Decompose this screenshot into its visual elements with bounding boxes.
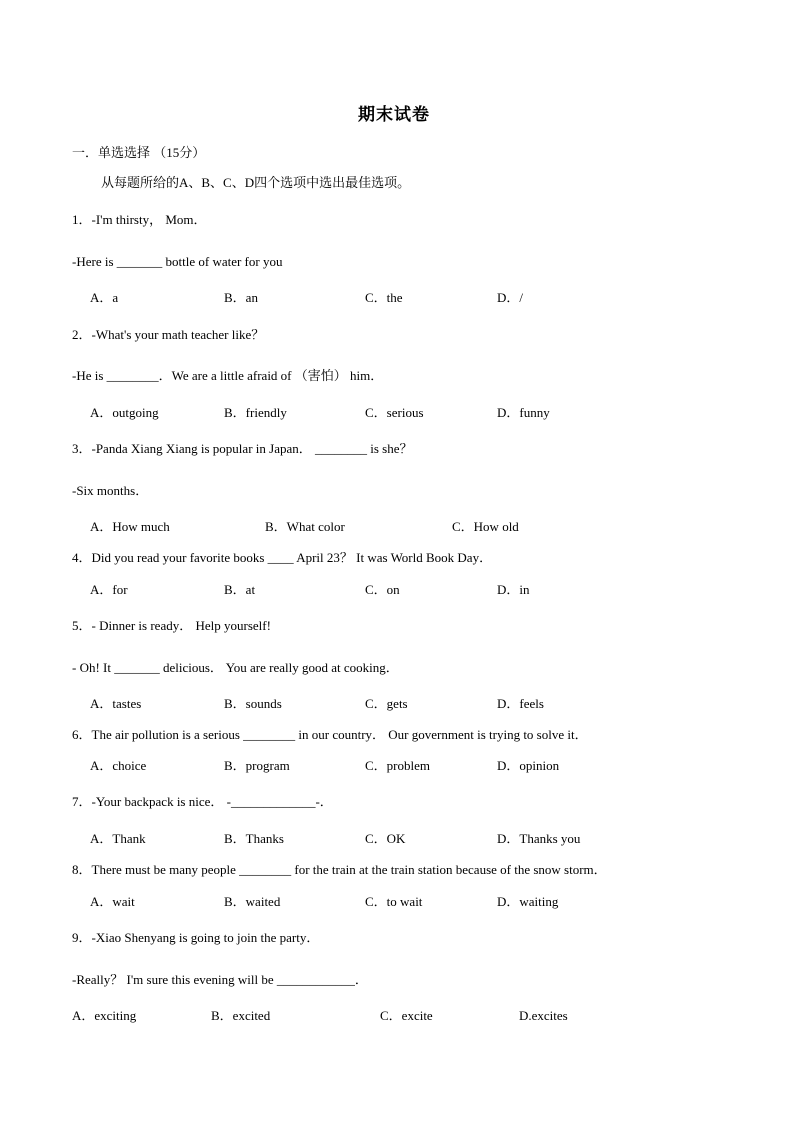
page-title: 期末试卷 bbox=[358, 105, 430, 124]
section-instruction: 从每题所给的A、B、C、D四个选项中选出最佳选项。 bbox=[101, 175, 411, 190]
question-5-option-d[interactable]: D．feels bbox=[497, 696, 544, 711]
question-6-option-c[interactable]: C．problem bbox=[365, 758, 430, 773]
question-5-line-2: - Oh! It _______ delicious． You are really good at cooking． bbox=[72, 660, 399, 675]
question-9-option-a[interactable]: A．exciting bbox=[72, 1008, 137, 1023]
question-6-stem: 6．The air pollution is a serious ________ in our country． Our government is trying to solve it． bbox=[72, 727, 588, 742]
question-1-option-d[interactable]: D．/ bbox=[497, 290, 524, 305]
question-1-stem: 1．-I'm thirsty， Mom． bbox=[72, 212, 207, 227]
question-5-option-c[interactable]: C．gets bbox=[365, 696, 408, 711]
question-8-stem: 8．There must be many people ________ for the train at the train station because of the snow storm． bbox=[72, 862, 607, 877]
question-2-stem: 2．-What's your math teacher like？ bbox=[72, 327, 265, 342]
question-9-line-2: -Really？ I'm sure this evening will be ____________． bbox=[72, 972, 368, 987]
question-1-option-a[interactable]: A．a bbox=[90, 290, 119, 305]
question-6-option-b[interactable]: B．program bbox=[224, 758, 290, 773]
question-5-stem: 5．- Dinner is ready． Help yourself! bbox=[72, 618, 271, 633]
question-3-stem: 3．-Panda Xiang Xiang is popular in Japan． ________ is she？ bbox=[72, 441, 413, 456]
question-4-option-d[interactable]: D．in bbox=[497, 582, 530, 597]
question-4-stem: 4．Did you read your favorite books ____ April 23？ It was World Book Day． bbox=[72, 550, 493, 565]
question-4-option-c[interactable]: C．on bbox=[365, 582, 400, 597]
question-2-option-a[interactable]: A．outgoing bbox=[90, 405, 159, 420]
question-8-option-a[interactable]: A．wait bbox=[90, 894, 135, 909]
question-4-option-a[interactable]: A．for bbox=[90, 582, 128, 597]
question-3-option-c[interactable]: C．How old bbox=[452, 519, 519, 534]
question-9-option-b[interactable]: B．excited bbox=[211, 1008, 271, 1023]
question-1-line-2: -Here is _______ bottle of water for you bbox=[72, 254, 283, 269]
question-5-option-b[interactable]: B．sounds bbox=[224, 696, 282, 711]
question-2-option-b[interactable]: B．friendly bbox=[224, 405, 287, 420]
question-1-option-b[interactable]: B．an bbox=[224, 290, 258, 305]
question-6-option-d[interactable]: D．opinion bbox=[497, 758, 560, 773]
question-3-option-a[interactable]: A．How much bbox=[90, 519, 170, 534]
question-5-option-a[interactable]: A．tastes bbox=[90, 696, 142, 711]
question-8-option-c[interactable]: C．to wait bbox=[365, 894, 423, 909]
question-3-line-2: -Six months． bbox=[72, 483, 149, 498]
question-9-stem: 9．-Xiao Shenyang is going to join the party． bbox=[72, 930, 320, 945]
question-8-option-d[interactable]: D．waiting bbox=[497, 894, 559, 909]
question-9-option-c[interactable]: C．excite bbox=[380, 1008, 433, 1023]
question-7-option-a[interactable]: A．Thank bbox=[90, 831, 146, 846]
question-3-option-b[interactable]: B．What color bbox=[265, 519, 345, 534]
question-7-stem: 7．-Your backpack is nice． -_____________-． bbox=[72, 794, 333, 809]
question-9-option-d[interactable]: D.excites bbox=[519, 1008, 568, 1023]
question-8-option-b[interactable]: B．waited bbox=[224, 894, 281, 909]
question-2-option-d[interactable]: D．funny bbox=[497, 405, 550, 420]
question-6-option-a[interactable]: A．choice bbox=[90, 758, 147, 773]
question-7-option-d[interactable]: D．Thanks you bbox=[497, 831, 581, 846]
question-1-option-c[interactable]: C．the bbox=[365, 290, 403, 305]
question-7-option-c[interactable]: C．OK bbox=[365, 831, 406, 846]
question-7-option-b[interactable]: B．Thanks bbox=[224, 831, 284, 846]
question-2-option-c[interactable]: C．serious bbox=[365, 405, 424, 420]
question-4-option-b[interactable]: B．at bbox=[224, 582, 256, 597]
question-2-line-2: -He is ________．We are a little afraid of （害怕） him． bbox=[72, 368, 384, 383]
section-heading: 一．单选选择 （15分） bbox=[72, 145, 206, 160]
